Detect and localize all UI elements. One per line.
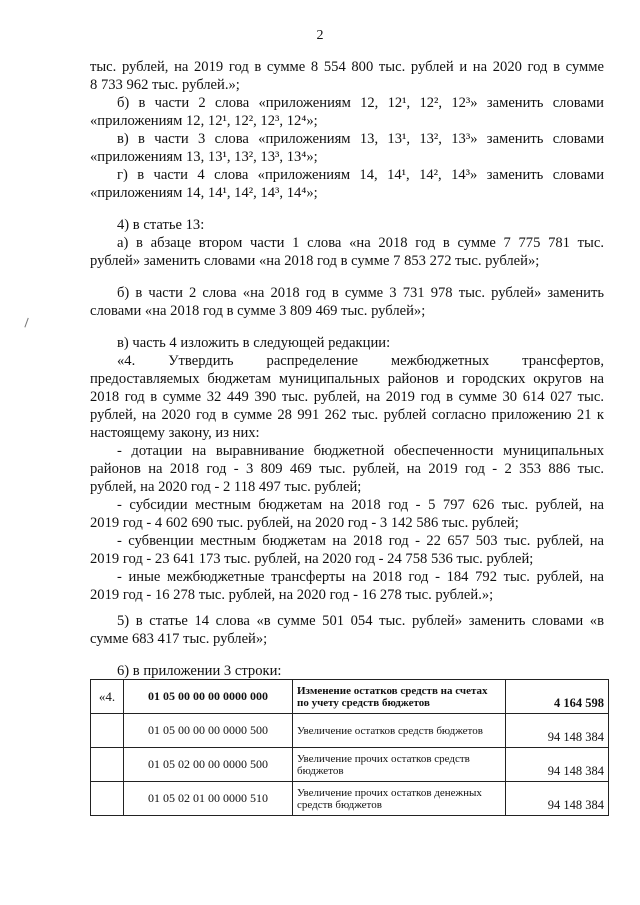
paragraph-6 xyxy=(90,662,604,680)
text-line: 8 733 962 тыс. рублей.»; xyxy=(90,77,240,93)
row-amount: 94 148 384 xyxy=(506,782,609,816)
table-row xyxy=(91,782,609,816)
text-line: «4. Утвердить распределение межбюджетных трансфертов, xyxy=(117,353,604,369)
text-line: рублей» заменить словами «на 2018 год в сумме 7 853 272 тыс. рублей»; xyxy=(90,253,540,269)
text-line: в) часть 4 изложить в следующей редакции: xyxy=(117,335,391,351)
text-line: - дотации на выравнивание бюджетной обеспеченности муниципальных xyxy=(117,443,604,459)
text-line: тыс. рублей, на 2019 год в сумме 8 554 800 тыс. рублей и на 2020 год в сумме xyxy=(90,59,604,75)
text-line: рублей, на 2020 год в сумме 28 991 262 тыс. рублей согласно приложению 21 к xyxy=(90,407,604,423)
text-line: 2018 год в сумме 32 449 390 тыс. рублей, на 2019 год в сумме 30 614 027 тыс. xyxy=(90,389,604,405)
text-line: 2019 год - 16 278 тыс. рублей, на 2020 год - 16 278 тыс. рублей.»; xyxy=(90,587,494,603)
row-amount: 94 148 384 xyxy=(506,714,609,748)
text-line: сумме 683 417 тыс. рублей»; xyxy=(90,631,268,647)
row-amount: 94 148 384 xyxy=(506,748,609,782)
table-row xyxy=(91,714,609,748)
text-line: «приложениям 12, 12¹, 12², 12³, 12⁴»; xyxy=(90,113,318,129)
paragraph-b xyxy=(90,94,604,130)
text-line: «приложениям 13, 13¹, 13², 13³, 13⁴»; xyxy=(90,149,318,165)
text-line: б) в части 2 слова «на 2018 год в сумме 3 731 978 тыс. рублей» заменить xyxy=(117,285,604,301)
text-line: - субсидии местным бюджетам на 2018 год - 5 797 626 тыс. рублей, на xyxy=(117,497,604,513)
row-mark: «4. xyxy=(91,680,124,714)
text-line: 6) в приложении 3 строки: xyxy=(117,663,282,679)
budget-sources-table xyxy=(90,679,609,816)
text-line: рублей, на 2020 год - 2 118 497 тыс. рублей; xyxy=(90,479,362,495)
row-name: Увеличение прочих остатков средств бюджетов xyxy=(293,748,506,782)
text-line: 4) в статье 13: xyxy=(117,217,205,233)
text-line: - субвенции местным бюджетам на 2018 год - 22 657 503 тыс. рублей, на xyxy=(117,533,604,549)
text-line: б) в части 2 слова «приложениям 12, 12¹, 12², 12³» заменить словами xyxy=(117,95,604,111)
paragraph-5 xyxy=(90,612,604,648)
paragraph-continuation xyxy=(90,58,604,94)
row-code: 01 05 00 00 00 0000 000 xyxy=(124,680,293,714)
text-line: а) в абзаце втором части 1 слова «на 2018 год в сумме 7 775 781 тыс. xyxy=(117,235,604,251)
text-line: «приложениям 14, 14¹, 14², 14³, 14⁴»; xyxy=(90,185,318,201)
text-line: районов на 2018 год - 3 809 469 тыс. рублей, на 2019 год - 2 353 886 тыс. xyxy=(90,461,604,477)
row-code: 01 05 02 00 00 0000 500 xyxy=(124,748,293,782)
text-line: - иные межбюджетные трансферты на 2018 год - 184 792 тыс. рублей, на xyxy=(117,569,604,585)
row-code: 01 05 00 00 00 0000 500 xyxy=(124,714,293,748)
row-amount: 4 164 598 xyxy=(506,680,609,714)
row-mark xyxy=(91,714,124,748)
row-name: Увеличение прочих остатков денежных средств бюджетов xyxy=(293,782,506,816)
row-name: Увеличение остатков средств бюджетов xyxy=(293,714,506,748)
paragraph-article-13 xyxy=(90,216,604,270)
table-row xyxy=(91,680,609,714)
text-line: 5) в статье 14 слова «в сумме 501 054 тыс. рублей» заменить словами «в xyxy=(117,613,604,629)
row-code: 01 05 02 01 00 0000 510 xyxy=(124,782,293,816)
table-row xyxy=(91,748,609,782)
text-line: настоящему закону, из них: xyxy=(90,425,260,441)
text-line: словами «на 2018 год в сумме 3 809 469 тыс. рублей»; xyxy=(90,303,426,319)
text-line: предоставляемых бюджетам муниципальных районов и городских округов на xyxy=(90,371,604,387)
text-line: 2019 год - 4 602 690 тыс. рублей, на 2020 год - 3 142 586 тыс. рублей; xyxy=(90,515,519,531)
text-line: в) в части 3 слова «приложениям 13, 13¹, 13², 13³» заменить словами xyxy=(117,131,604,147)
paragraph-bb xyxy=(90,284,604,320)
text-line: г) в части 4 слова «приложениям 14, 14¹, 14², 14³» заменить словами xyxy=(117,167,604,183)
page-number: 2 xyxy=(316,28,324,43)
row-name: Изменение остатков средств на счетах по учету средств бюджетов xyxy=(293,680,506,714)
text-line: 2019 год - 23 641 173 тыс. рублей, на 2020 год - 24 758 536 тыс. рублей; xyxy=(90,551,534,567)
paragraph-g xyxy=(90,166,604,202)
pen-mark xyxy=(24,318,30,328)
row-mark xyxy=(91,748,124,782)
row-mark xyxy=(91,782,124,816)
paragraph-v xyxy=(90,130,604,166)
paragraph-vv xyxy=(90,334,604,604)
